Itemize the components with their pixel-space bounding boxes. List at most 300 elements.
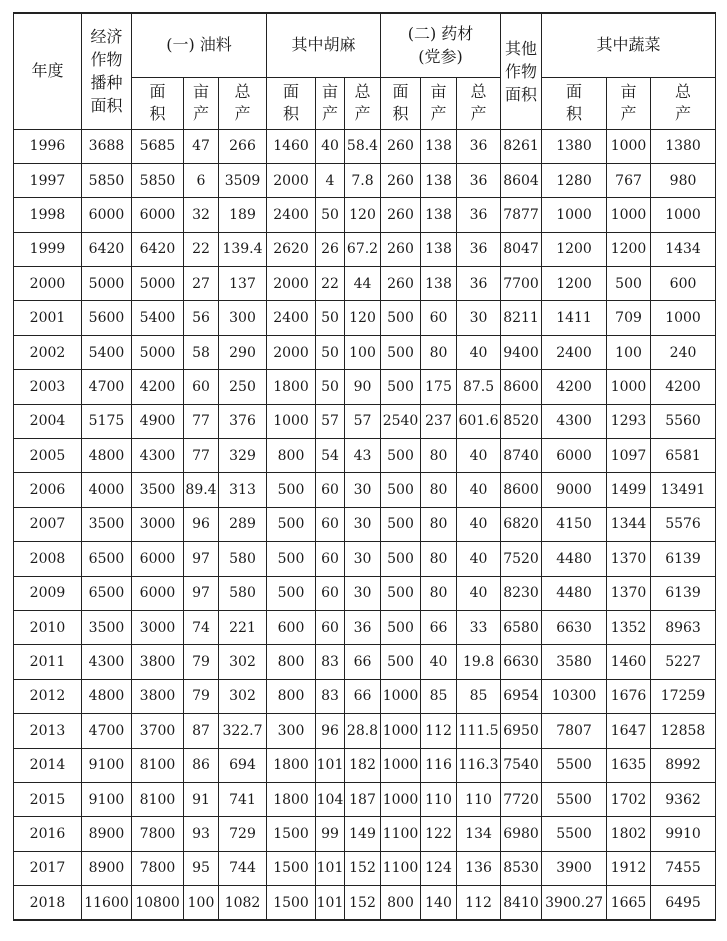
cell-veg-total: 12858	[651, 714, 716, 748]
cell-veg-area: 9000	[542, 473, 607, 507]
cell-veg-yield: 1676	[607, 679, 651, 713]
table-row	[14, 507, 716, 541]
cell-herb-area: 1000	[381, 714, 421, 748]
cell-veg-yield: 1912	[607, 851, 651, 885]
cell-flax-area: 2000	[267, 335, 316, 369]
table-row	[14, 645, 716, 679]
cell-veg-yield: 1635	[607, 748, 651, 782]
cell-veg-area: 6630	[542, 610, 607, 644]
cell-other-area: 6580	[501, 610, 542, 644]
cell-flax-area: 800	[267, 439, 316, 473]
cell-oil-yield: 74	[184, 610, 219, 644]
cell-oil-total: 289	[219, 507, 267, 541]
cell-flax-total: 152	[345, 851, 381, 885]
cell-oil-total: 266	[219, 129, 267, 163]
cell-flax-area: 1500	[267, 851, 316, 885]
cell-herb-yield: 116	[421, 748, 457, 782]
cell-herb-area: 260	[381, 232, 421, 266]
cell-oil-total: 250	[219, 370, 267, 404]
cell-oil-area: 8100	[132, 782, 184, 816]
cell-flax-total: 100	[345, 335, 381, 369]
cell-econ-area: 6500	[82, 576, 132, 610]
cell-flax-area: 2000	[267, 163, 316, 197]
cell-econ-area: 5850	[82, 163, 132, 197]
cell-veg-yield: 1499	[607, 473, 651, 507]
cell-veg-area: 4480	[542, 542, 607, 576]
cell-veg-yield: 500	[607, 267, 651, 301]
cell-flax-area: 1500	[267, 817, 316, 851]
cell-econ-area: 4000	[82, 473, 132, 507]
cell-oil-area: 3500	[132, 473, 184, 507]
cell-year: 2015	[14, 782, 82, 816]
cell-veg-yield: 767	[607, 163, 651, 197]
cell-herb-area: 500	[381, 576, 421, 610]
cell-veg-total: 6139	[651, 542, 716, 576]
cell-other-area: 7877	[501, 198, 542, 232]
cell-veg-total: 9910	[651, 817, 716, 851]
cell-herb-area: 1000	[381, 679, 421, 713]
cell-oil-total: 300	[219, 301, 267, 335]
cell-herb-area: 500	[381, 610, 421, 644]
cell-oil-total: 580	[219, 542, 267, 576]
cell-flax-yield: 101	[316, 748, 345, 782]
cell-other-area: 6980	[501, 817, 542, 851]
subheader-oil-total: 总 产	[219, 77, 267, 129]
cell-veg-area: 3900	[542, 851, 607, 885]
cell-veg-area: 2400	[542, 335, 607, 369]
cell-veg-total: 6495	[651, 886, 716, 920]
cell-herb-yield: 85	[421, 679, 457, 713]
table-row	[14, 335, 716, 369]
table-row	[14, 404, 716, 438]
cell-veg-yield: 1647	[607, 714, 651, 748]
subheader-oil-area: 面 积	[132, 77, 184, 129]
cell-flax-total: 152	[345, 886, 381, 920]
cell-flax-yield: 60	[316, 542, 345, 576]
cell-herb-yield: 80	[421, 473, 457, 507]
cell-other-area: 8604	[501, 163, 542, 197]
cell-herb-yield: 110	[421, 782, 457, 816]
cell-herb-total: 36	[457, 129, 501, 163]
header-year: 年度	[14, 13, 82, 129]
cell-other-area: 7720	[501, 782, 542, 816]
cell-other-area: 6954	[501, 679, 542, 713]
cell-oil-yield: 97	[184, 576, 219, 610]
subheader-flax-area: 面 积	[267, 77, 316, 129]
cell-oil-area: 4900	[132, 404, 184, 438]
cell-oil-total: 694	[219, 748, 267, 782]
cell-flax-area: 500	[267, 507, 316, 541]
cell-year: 2013	[14, 714, 82, 748]
cell-econ-area: 8900	[82, 817, 132, 851]
cell-flax-area: 500	[267, 473, 316, 507]
table-row	[14, 301, 716, 335]
cell-herb-yield: 40	[421, 645, 457, 679]
cell-other-area: 8211	[501, 301, 542, 335]
cell-veg-yield: 1000	[607, 370, 651, 404]
cell-veg-total: 5227	[651, 645, 716, 679]
cell-veg-area: 5500	[542, 817, 607, 851]
table-row	[14, 886, 716, 920]
table-row	[14, 473, 716, 507]
cell-other-area: 8261	[501, 129, 542, 163]
cell-herb-area: 1100	[381, 817, 421, 851]
cell-veg-area: 1411	[542, 301, 607, 335]
cell-veg-yield: 1000	[607, 129, 651, 163]
cell-oil-yield: 22	[184, 232, 219, 266]
cell-oil-yield: 60	[184, 370, 219, 404]
cell-oil-area: 5000	[132, 335, 184, 369]
cell-veg-area: 3900.27	[542, 886, 607, 920]
cell-herb-yield: 138	[421, 163, 457, 197]
cell-oil-total: 3509	[219, 163, 267, 197]
cell-veg-area: 1280	[542, 163, 607, 197]
cell-herb-total: 87.5	[457, 370, 501, 404]
table-row	[14, 714, 716, 748]
cell-herb-area: 500	[381, 301, 421, 335]
cell-year: 2009	[14, 576, 82, 610]
cell-veg-total: 5560	[651, 404, 716, 438]
cell-herb-area: 500	[381, 645, 421, 679]
cell-year: 2005	[14, 439, 82, 473]
cell-veg-area: 4200	[542, 370, 607, 404]
cell-oil-total: 313	[219, 473, 267, 507]
cell-oil-yield: 47	[184, 129, 219, 163]
cell-herb-total: 40	[457, 473, 501, 507]
cell-veg-area: 1380	[542, 129, 607, 163]
cell-oil-area: 7800	[132, 851, 184, 885]
cell-herb-area: 500	[381, 542, 421, 576]
cell-econ-area: 8900	[82, 851, 132, 885]
cell-veg-area: 10300	[542, 679, 607, 713]
cell-flax-yield: 83	[316, 645, 345, 679]
table-row	[14, 782, 716, 816]
table-row	[14, 679, 716, 713]
cell-herb-total: 19.8	[457, 645, 501, 679]
cell-oil-area: 4200	[132, 370, 184, 404]
cell-herb-area: 2540	[381, 404, 421, 438]
cell-flax-yield: 57	[316, 404, 345, 438]
table-row	[14, 817, 716, 851]
cell-veg-area: 4150	[542, 507, 607, 541]
subheader-herb-area: 面 积	[381, 77, 421, 129]
cell-veg-total: 1380	[651, 129, 716, 163]
cell-flax-yield: 40	[316, 129, 345, 163]
cell-year: 1997	[14, 163, 82, 197]
cell-flax-total: 57	[345, 404, 381, 438]
cell-herb-area: 500	[381, 335, 421, 369]
cell-year: 2001	[14, 301, 82, 335]
cell-oil-yield: 79	[184, 679, 219, 713]
cell-veg-total: 600	[651, 267, 716, 301]
cell-oil-yield: 91	[184, 782, 219, 816]
cell-flax-area: 600	[267, 610, 316, 644]
cell-year: 2003	[14, 370, 82, 404]
cell-other-area: 6630	[501, 645, 542, 679]
cell-oil-area: 5685	[132, 129, 184, 163]
cell-herb-total: 40	[457, 335, 501, 369]
cell-year: 2010	[14, 610, 82, 644]
cell-econ-area: 3500	[82, 610, 132, 644]
cell-flax-area: 1000	[267, 404, 316, 438]
cell-econ-area: 6420	[82, 232, 132, 266]
cell-year: 2016	[14, 817, 82, 851]
cell-herb-area: 1000	[381, 782, 421, 816]
cell-veg-area: 1200	[542, 267, 607, 301]
cell-oil-area: 5000	[132, 267, 184, 301]
cell-econ-area: 5175	[82, 404, 132, 438]
cell-herb-total: 116.3	[457, 748, 501, 782]
cell-oil-total: 221	[219, 610, 267, 644]
cell-other-area: 6950	[501, 714, 542, 748]
cell-oil-yield: 93	[184, 817, 219, 851]
cell-flax-total: 120	[345, 301, 381, 335]
cell-econ-area: 6000	[82, 198, 132, 232]
cell-flax-yield: 22	[316, 267, 345, 301]
cell-other-area: 8230	[501, 576, 542, 610]
cell-econ-area: 3688	[82, 129, 132, 163]
cell-herb-area: 500	[381, 370, 421, 404]
cell-oil-area: 3000	[132, 507, 184, 541]
cell-herb-yield: 80	[421, 576, 457, 610]
cell-herb-total: 134	[457, 817, 501, 851]
cell-veg-yield: 1344	[607, 507, 651, 541]
cell-veg-total: 1000	[651, 198, 716, 232]
cell-econ-area: 11600	[82, 886, 132, 920]
cell-herb-total: 111.5	[457, 714, 501, 748]
cell-herb-total: 36	[457, 232, 501, 266]
cell-herb-area: 260	[381, 163, 421, 197]
subheader-flax-total: 总 产	[345, 77, 381, 129]
cell-flax-area: 800	[267, 645, 316, 679]
cell-year: 2006	[14, 473, 82, 507]
cell-oil-yield: 86	[184, 748, 219, 782]
subheader-oil-yield: 亩 产	[184, 77, 219, 129]
cell-other-area: 8520	[501, 404, 542, 438]
table-row	[14, 610, 716, 644]
cell-flax-total: 7.8	[345, 163, 381, 197]
subheader-flax-yield: 亩 产	[316, 77, 345, 129]
cell-veg-area: 4300	[542, 404, 607, 438]
cell-other-area: 8600	[501, 473, 542, 507]
table-row	[14, 439, 716, 473]
cell-veg-area: 6000	[542, 439, 607, 473]
cell-oil-total: 741	[219, 782, 267, 816]
cell-econ-area: 4700	[82, 714, 132, 748]
cell-oil-total: 376	[219, 404, 267, 438]
cell-other-area: 9400	[501, 335, 542, 369]
table-row	[14, 748, 716, 782]
cell-flax-total: 30	[345, 542, 381, 576]
cell-year: 2014	[14, 748, 82, 782]
cell-flax-yield: 60	[316, 473, 345, 507]
cell-econ-area: 4700	[82, 370, 132, 404]
cell-veg-yield: 1000	[607, 198, 651, 232]
table-row	[14, 129, 716, 163]
cell-veg-yield: 1097	[607, 439, 651, 473]
cell-other-area: 8047	[501, 232, 542, 266]
cell-herb-total: 40	[457, 439, 501, 473]
cell-herb-total: 112	[457, 886, 501, 920]
table-row	[14, 576, 716, 610]
cell-oil-yield: 97	[184, 542, 219, 576]
cell-veg-yield: 1293	[607, 404, 651, 438]
cell-veg-total: 13491	[651, 473, 716, 507]
cell-flax-total: 187	[345, 782, 381, 816]
cell-oil-area: 10800	[132, 886, 184, 920]
cell-oil-yield: 27	[184, 267, 219, 301]
cell-veg-area: 4480	[542, 576, 607, 610]
cell-year: 2017	[14, 851, 82, 885]
cell-herb-total: 110	[457, 782, 501, 816]
cell-veg-yield: 1460	[607, 645, 651, 679]
cell-flax-total: 30	[345, 507, 381, 541]
cell-flax-total: 28.8	[345, 714, 381, 748]
cell-herb-area: 500	[381, 439, 421, 473]
cell-flax-total: 30	[345, 576, 381, 610]
cell-econ-area: 4300	[82, 645, 132, 679]
cell-flax-total: 120	[345, 198, 381, 232]
cell-econ-area: 3500	[82, 507, 132, 541]
cell-econ-area: 9100	[82, 782, 132, 816]
cell-flax-area: 2620	[267, 232, 316, 266]
cell-veg-total: 240	[651, 335, 716, 369]
cell-flax-yield: 26	[316, 232, 345, 266]
cell-herb-total: 36	[457, 163, 501, 197]
table-row	[14, 851, 716, 885]
cell-herb-yield: 112	[421, 714, 457, 748]
cell-oil-area: 4300	[132, 439, 184, 473]
header-herb: (二) 药材 (党参)	[381, 13, 501, 77]
header-oil: (一) 油料	[132, 13, 267, 77]
cell-other-area: 6820	[501, 507, 542, 541]
cell-flax-yield: 50	[316, 198, 345, 232]
cell-year: 2011	[14, 645, 82, 679]
cell-herb-area: 260	[381, 198, 421, 232]
cell-econ-area: 5600	[82, 301, 132, 335]
cell-flax-total: 67.2	[345, 232, 381, 266]
cell-oil-total: 302	[219, 679, 267, 713]
cell-flax-area: 1500	[267, 886, 316, 920]
cell-econ-area: 4800	[82, 679, 132, 713]
cell-oil-area: 6420	[132, 232, 184, 266]
cell-oil-yield: 96	[184, 507, 219, 541]
cell-flax-total: 58.4	[345, 129, 381, 163]
cell-veg-yield: 1665	[607, 886, 651, 920]
cell-flax-total: 30	[345, 473, 381, 507]
cell-veg-yield: 100	[607, 335, 651, 369]
cell-econ-area: 4800	[82, 439, 132, 473]
cell-herb-area: 1100	[381, 851, 421, 885]
table-row	[14, 198, 716, 232]
cell-herb-total: 601.6	[457, 404, 501, 438]
cell-flax-area: 1460	[267, 129, 316, 163]
cell-flax-area: 500	[267, 576, 316, 610]
cell-flax-yield: 60	[316, 576, 345, 610]
header-vegetable: 其中蔬菜	[542, 13, 716, 77]
cell-year: 2007	[14, 507, 82, 541]
cell-veg-total: 1000	[651, 301, 716, 335]
table-row	[14, 267, 716, 301]
cell-flax-total: 182	[345, 748, 381, 782]
cell-herb-yield: 138	[421, 267, 457, 301]
cell-flax-yield: 4	[316, 163, 345, 197]
cell-veg-total: 6139	[651, 576, 716, 610]
cell-oil-total: 580	[219, 576, 267, 610]
cell-flax-total: 44	[345, 267, 381, 301]
cell-veg-total: 17259	[651, 679, 716, 713]
cell-herb-yield: 80	[421, 507, 457, 541]
cell-flax-total: 66	[345, 679, 381, 713]
cell-oil-yield: 100	[184, 886, 219, 920]
cell-oil-yield: 89.4	[184, 473, 219, 507]
cell-flax-yield: 60	[316, 507, 345, 541]
cell-oil-yield: 95	[184, 851, 219, 885]
cell-year: 2002	[14, 335, 82, 369]
cell-flax-area: 2000	[267, 267, 316, 301]
cell-veg-total: 8992	[651, 748, 716, 782]
cell-oil-area: 3700	[132, 714, 184, 748]
cell-oil-total: 329	[219, 439, 267, 473]
cell-herb-yield: 237	[421, 404, 457, 438]
cell-herb-yield: 80	[421, 542, 457, 576]
cell-other-area: 7540	[501, 748, 542, 782]
cell-flax-yield: 83	[316, 679, 345, 713]
header-econ-area: 经济 作物 播种 面积	[82, 13, 132, 129]
cell-oil-total: 744	[219, 851, 267, 885]
cell-herb-area: 500	[381, 507, 421, 541]
cell-flax-total: 66	[345, 645, 381, 679]
cell-flax-total: 149	[345, 817, 381, 851]
cell-econ-area: 9100	[82, 748, 132, 782]
cell-year: 1999	[14, 232, 82, 266]
cell-herb-total: 40	[457, 542, 501, 576]
cell-oil-area: 6000	[132, 542, 184, 576]
cell-flax-total: 90	[345, 370, 381, 404]
cell-oil-total: 729	[219, 817, 267, 851]
cell-veg-total: 1434	[651, 232, 716, 266]
cell-econ-area: 5000	[82, 267, 132, 301]
cell-flax-total: 43	[345, 439, 381, 473]
cell-herb-area: 1000	[381, 748, 421, 782]
cell-year: 2004	[14, 404, 82, 438]
cell-oil-total: 139.4	[219, 232, 267, 266]
cell-herb-total: 33	[457, 610, 501, 644]
cell-other-area: 8740	[501, 439, 542, 473]
cell-veg-yield: 1370	[607, 542, 651, 576]
cell-flax-area: 1800	[267, 748, 316, 782]
cell-oil-total: 302	[219, 645, 267, 679]
cell-veg-total: 8963	[651, 610, 716, 644]
cell-flax-yield: 50	[316, 301, 345, 335]
cell-veg-total: 5576	[651, 507, 716, 541]
cell-flax-yield: 101	[316, 851, 345, 885]
cell-veg-total: 9362	[651, 782, 716, 816]
cell-flax-yield: 60	[316, 610, 345, 644]
subheader-herb-total: 总 产	[457, 77, 501, 129]
cell-oil-yield: 58	[184, 335, 219, 369]
cell-year: 2008	[14, 542, 82, 576]
cell-oil-yield: 77	[184, 439, 219, 473]
cell-flax-area: 500	[267, 542, 316, 576]
cell-oil-yield: 6	[184, 163, 219, 197]
cell-veg-total: 7455	[651, 851, 716, 885]
cell-flax-area: 1800	[267, 782, 316, 816]
cell-herb-total: 136	[457, 851, 501, 885]
cell-flax-yield: 50	[316, 335, 345, 369]
cell-herb-total: 36	[457, 267, 501, 301]
cell-oil-area: 5400	[132, 301, 184, 335]
